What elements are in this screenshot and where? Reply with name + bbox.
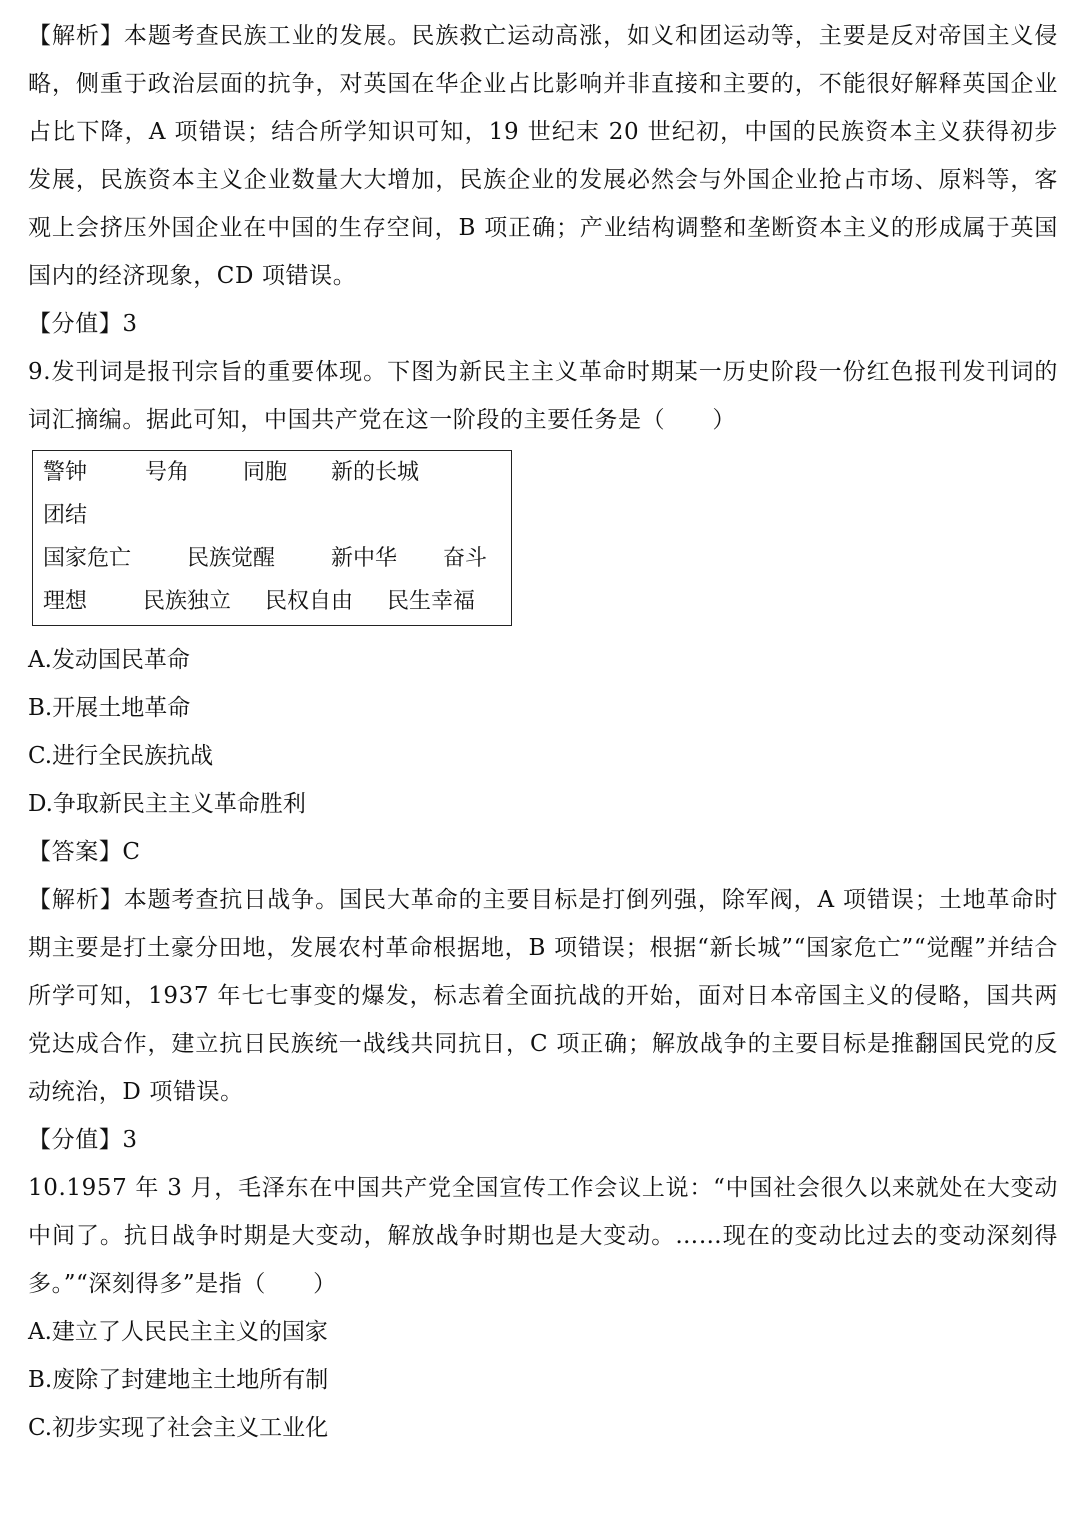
q9-option-a: A.发动国民革命 bbox=[28, 647, 190, 673]
answer-value: C bbox=[122, 839, 141, 865]
q10-option-b: B.废除了封建地主土地所有制 bbox=[28, 1367, 329, 1393]
vocabulary-word: 国家危亡 bbox=[43, 546, 132, 571]
vocabulary-row bbox=[43, 537, 511, 580]
q10-stem: 10.1957 年 3 月，毛泽东在中国共产党全国宣传工作会议上说：“中国社会很久以来就处在大变动中间了。抗日战争时期是大变动，解放战争时期也是大变动。……现在的变动比过去的变动深刻得多。”“深刻得多”是指（ ） bbox=[28, 1175, 1058, 1297]
document-page bbox=[28, 12, 1058, 1452]
vocabulary-word: 团结 bbox=[43, 503, 88, 528]
vocabulary-word: 民族独立 bbox=[143, 589, 232, 614]
vocabulary-word: 警钟 bbox=[43, 460, 88, 485]
vocabulary-box bbox=[32, 450, 512, 626]
q9-option-d: D.争取新民主主义革命胜利 bbox=[28, 791, 306, 817]
q9-option-c: C.进行全民族抗战 bbox=[28, 743, 214, 769]
q10-option-a: A.建立了人民民主主义的国家 bbox=[28, 1319, 328, 1345]
q10-option-c: C.初步实现了社会主义工业化 bbox=[28, 1415, 329, 1441]
answer-tag: 【答案】 bbox=[28, 839, 123, 865]
vocabulary-word: 同胞 bbox=[243, 460, 288, 485]
q9-answer bbox=[28, 828, 1058, 876]
score-value: 3 bbox=[122, 311, 138, 337]
vocabulary-word: 号角 bbox=[145, 460, 190, 485]
vocabulary-word: 民权自由 bbox=[265, 589, 354, 614]
analysis-text: 本题考查抗日战争。国民大革命的主要目标是打倒列强，除军阀，A 项错误；土地革命时期主要是打土豪分田地，发展农村革命根据地，B 项错误；根据“新长城”“国家危亡”“觉醒”并结合所学可知，1937 年七七事变的爆发，标志着全面抗战的开始，面对日本帝国主义的侵略，国共两党达成合作，建立抗日民族统一战线共同抗日，C 项正确；解放战争的主要目标是推翻国民党的反动统治，D 项错误。 bbox=[28, 887, 1058, 1105]
score-value: 3 bbox=[122, 1127, 138, 1153]
q9-option-b: B.开展土地革命 bbox=[28, 695, 191, 721]
q8-analysis bbox=[28, 12, 1058, 300]
q9-score bbox=[28, 1116, 1058, 1164]
vocabulary-word: 民生幸福 bbox=[387, 589, 476, 614]
analysis-tag: 【解析】 bbox=[28, 23, 124, 49]
q9-analysis bbox=[28, 876, 1058, 1116]
score-tag: 【分值】 bbox=[28, 311, 123, 337]
q9-stem: 9.发刊词是报刊宗旨的重要体现。下图为新民主主义革命时期某一历史阶段一份红色报刊发刊词的词汇摘编。据此可知，中国共产党在这一阶段的主要任务是（ ） bbox=[28, 359, 1058, 433]
q8-score bbox=[28, 300, 1058, 348]
vocabulary-row bbox=[43, 451, 511, 494]
analysis-tag: 【解析】 bbox=[28, 887, 124, 913]
score-tag: 【分值】 bbox=[28, 1127, 123, 1153]
vocabulary-word: 民族觉醒 bbox=[187, 546, 276, 571]
vocabulary-word: 新的长城 bbox=[331, 460, 420, 485]
analysis-text: 本题考查民族工业的发展。民族救亡运动高涨，如义和团运动等，主要是反对帝国主义侵略，侧重于政治层面的抗争，对英国在华企业占比影响并非直接和主要的，不能很好解释英国企业占比下降，A 项错误；结合所学知识可知，19 世纪末 20 世纪初，中国的民族资本主义获得初步发展，民族资本主义企业数量大大增加，民族企业的发展必然会与外国企业抢占市场、原料等，客观上会挤压外国企业在中国的生存空间，B 项正确；产业结构调整和垄断资本主义的形成属于英国国内的经济现象，CD 项错误。 bbox=[28, 23, 1059, 289]
vocabulary-word: 奋斗 bbox=[443, 546, 488, 571]
vocabulary-row bbox=[43, 494, 511, 537]
vocabulary-row bbox=[43, 580, 511, 623]
vocabulary-word: 理想 bbox=[43, 589, 88, 614]
vocabulary-word: 新中华 bbox=[331, 546, 398, 571]
